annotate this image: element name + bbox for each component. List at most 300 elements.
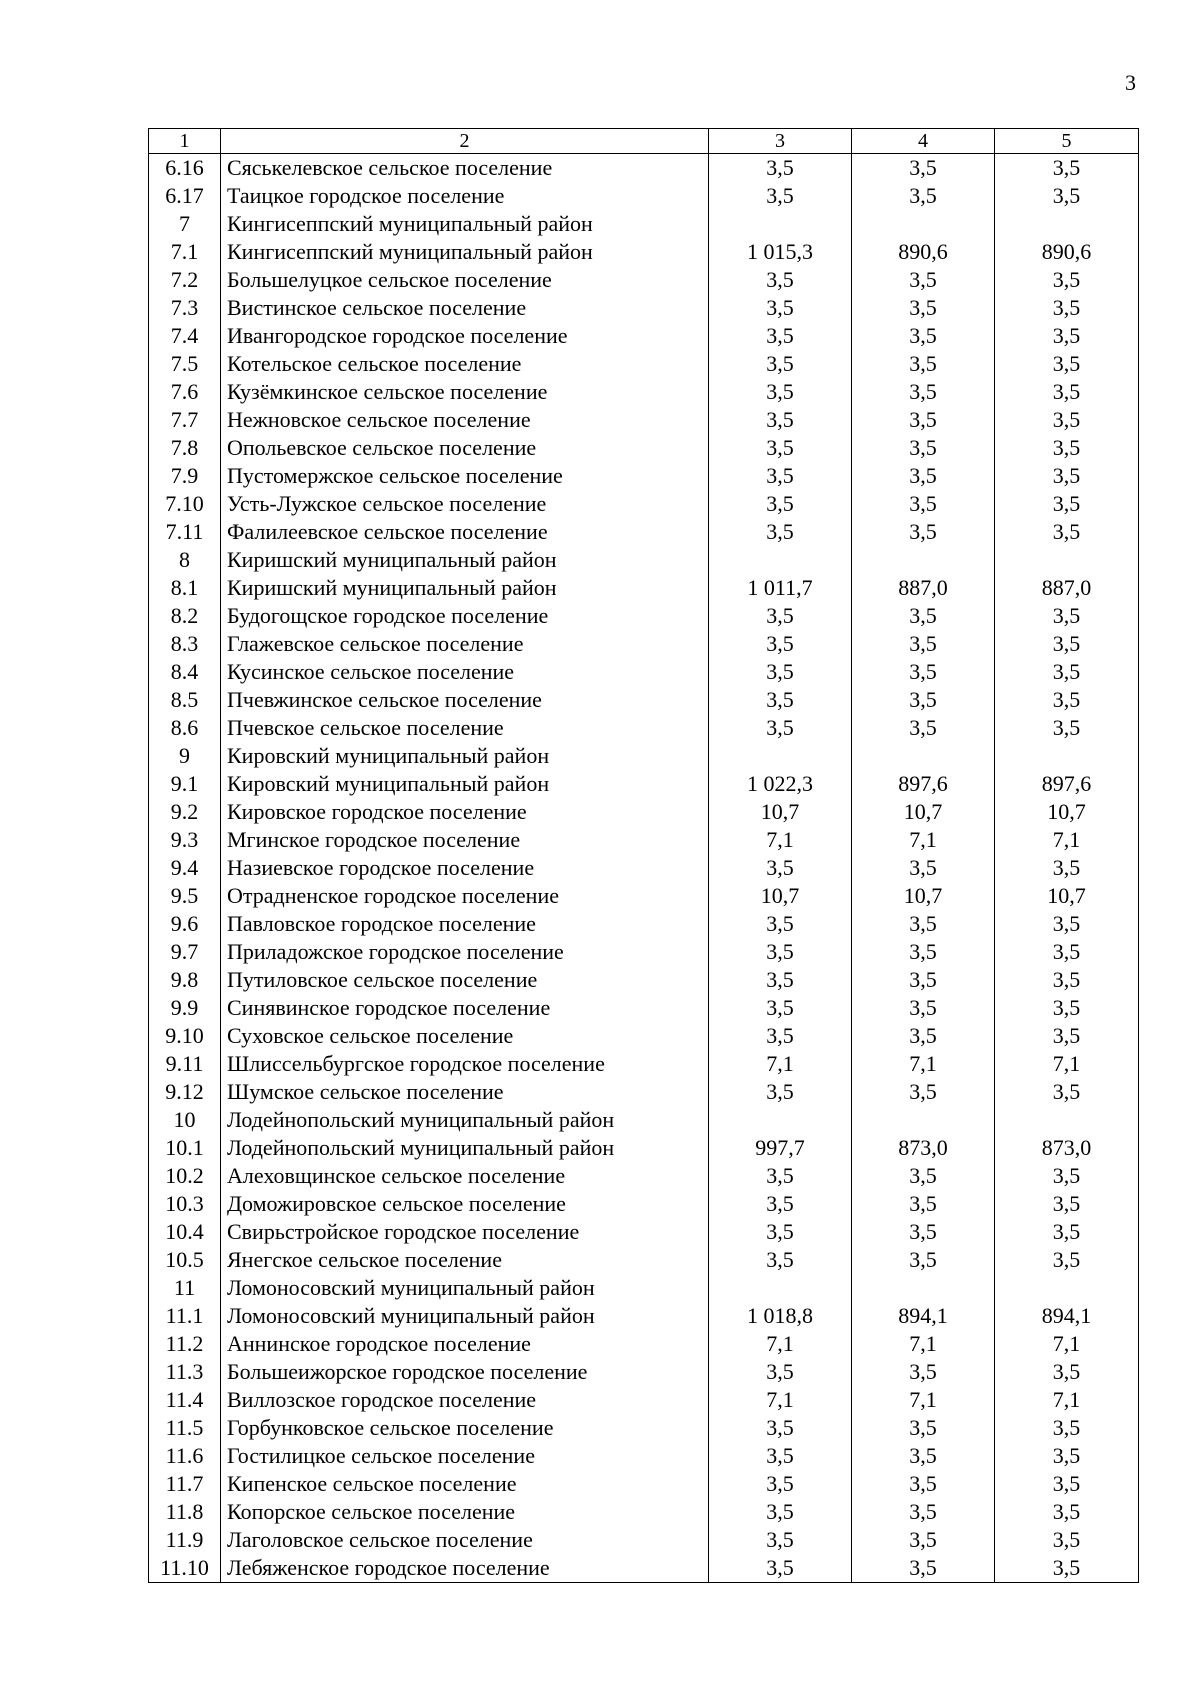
row-number: 9.2 — [149, 798, 221, 826]
row-number: 9.6 — [149, 910, 221, 938]
value-col-3: 3,5 — [709, 630, 852, 658]
value-col-3: 3,5 — [709, 350, 852, 378]
municipality-name: Гостилицкое сельское поселение — [221, 1442, 709, 1470]
municipality-name: Котельское сельское поселение — [221, 350, 709, 378]
value-col-4: 3,5 — [852, 714, 995, 742]
row-number: 8.1 — [149, 574, 221, 602]
table-row — [149, 686, 1139, 714]
column-header-4: 4 — [852, 129, 995, 154]
value-col-4: 873,0 — [852, 1134, 995, 1162]
row-number: 9.7 — [149, 938, 221, 966]
table-row — [149, 1190, 1139, 1218]
value-col-5: 7,1 — [995, 826, 1139, 854]
row-number: 7 — [149, 210, 221, 238]
table-row — [149, 154, 1139, 183]
value-col-3: 3,5 — [709, 1162, 852, 1190]
table-row — [149, 238, 1139, 266]
table-row — [149, 1274, 1139, 1302]
municipality-name: Шлиссельбургское городское поселение — [221, 1050, 709, 1078]
row-number: 11.1 — [149, 1302, 221, 1330]
row-number: 9.5 — [149, 882, 221, 910]
value-col-4: 3,5 — [852, 1414, 995, 1442]
value-col-5 — [995, 742, 1139, 770]
table-row — [149, 966, 1139, 994]
value-col-4: 10,7 — [852, 882, 995, 910]
row-number: 9.10 — [149, 1022, 221, 1050]
row-number: 7.8 — [149, 434, 221, 462]
table-row — [149, 1442, 1139, 1470]
column-header-5: 5 — [995, 129, 1139, 154]
value-col-5: 3,5 — [995, 602, 1139, 630]
value-col-3: 7,1 — [709, 1050, 852, 1078]
row-number: 9.11 — [149, 1050, 221, 1078]
value-col-3: 3,5 — [709, 1526, 852, 1554]
value-col-5: 3,5 — [995, 182, 1139, 210]
table-row — [149, 938, 1139, 966]
municipality-name: Лебяженское городское поселение — [221, 1554, 709, 1583]
municipality-name: Назиевское городское поселение — [221, 854, 709, 882]
value-col-4: 3,5 — [852, 1190, 995, 1218]
municipality-name: Усть-Лужское сельское поселение — [221, 490, 709, 518]
municipality-name: Путиловское сельское поселение — [221, 966, 709, 994]
value-col-5: 890,6 — [995, 238, 1139, 266]
value-col-3 — [709, 1106, 852, 1134]
municipality-name: Виллозское городское поселение — [221, 1386, 709, 1414]
municipality-name: Кингисеппский муниципальный район — [221, 210, 709, 238]
value-col-5: 3,5 — [995, 350, 1139, 378]
value-col-4: 7,1 — [852, 1050, 995, 1078]
value-col-3: 3,5 — [709, 1078, 852, 1106]
value-col-4: 3,5 — [852, 1246, 995, 1274]
value-col-5 — [995, 546, 1139, 574]
value-col-3: 3,5 — [709, 322, 852, 350]
municipality-name: Глажевское сельское поселение — [221, 630, 709, 658]
value-col-4: 3,5 — [852, 518, 995, 546]
row-number: 7.6 — [149, 378, 221, 406]
row-number: 8.3 — [149, 630, 221, 658]
value-col-5: 7,1 — [995, 1386, 1139, 1414]
value-col-3: 1 015,3 — [709, 238, 852, 266]
budget-table — [148, 128, 1139, 1583]
table-row — [149, 910, 1139, 938]
row-number: 7.4 — [149, 322, 221, 350]
value-col-4: 3,5 — [852, 854, 995, 882]
municipality-name: Копорское сельское поселение — [221, 1498, 709, 1526]
value-col-5: 3,5 — [995, 1246, 1139, 1274]
table-row — [149, 658, 1139, 686]
value-col-5: 3,5 — [995, 1498, 1139, 1526]
municipality-name: Павловское городское поселение — [221, 910, 709, 938]
value-col-5: 3,5 — [995, 1358, 1139, 1386]
value-col-5: 3,5 — [995, 1526, 1139, 1554]
row-number: 10.4 — [149, 1218, 221, 1246]
row-number: 6.17 — [149, 182, 221, 210]
municipality-name: Лаголовское сельское поселение — [221, 1526, 709, 1554]
value-col-3 — [709, 1274, 852, 1302]
municipality-name: Мгинское городское поселение — [221, 826, 709, 854]
table-row — [149, 378, 1139, 406]
value-col-5: 3,5 — [995, 378, 1139, 406]
value-col-3: 3,5 — [709, 1498, 852, 1526]
value-col-4: 3,5 — [852, 378, 995, 406]
municipality-name: Янегское сельское поселение — [221, 1246, 709, 1274]
value-col-3: 3,5 — [709, 714, 852, 742]
row-number: 11.8 — [149, 1498, 221, 1526]
row-number: 10 — [149, 1106, 221, 1134]
municipality-name: Ломоносовский муниципальный район — [221, 1302, 709, 1330]
value-col-3: 3,5 — [709, 1218, 852, 1246]
value-col-4: 3,5 — [852, 1498, 995, 1526]
value-col-3: 3,5 — [709, 266, 852, 294]
municipality-name: Отрадненское городское поселение — [221, 882, 709, 910]
table-row — [149, 1470, 1139, 1498]
row-number: 9.9 — [149, 994, 221, 1022]
value-col-4 — [852, 1274, 995, 1302]
value-col-5: 3,5 — [995, 154, 1139, 183]
value-col-3 — [709, 742, 852, 770]
column-header-1: 1 — [149, 129, 221, 154]
value-col-5: 3,5 — [995, 1190, 1139, 1218]
table-row — [149, 182, 1139, 210]
municipality-name: Вистинское сельское поселение — [221, 294, 709, 322]
value-col-4: 3,5 — [852, 322, 995, 350]
value-col-3: 3,5 — [709, 938, 852, 966]
value-col-5: 3,5 — [995, 630, 1139, 658]
table-row — [149, 630, 1139, 658]
value-col-3: 3,5 — [709, 1470, 852, 1498]
row-number: 9.1 — [149, 770, 221, 798]
row-number: 11.10 — [149, 1554, 221, 1583]
value-col-4: 3,5 — [852, 434, 995, 462]
value-col-4: 894,1 — [852, 1302, 995, 1330]
value-col-5: 3,5 — [995, 994, 1139, 1022]
municipality-name: Пчевское сельское поселение — [221, 714, 709, 742]
table-row — [149, 1106, 1139, 1134]
value-col-3: 10,7 — [709, 798, 852, 826]
municipality-name: Сяськелевское сельское поселение — [221, 154, 709, 183]
value-col-3: 3,5 — [709, 406, 852, 434]
table-row — [149, 1022, 1139, 1050]
table-row — [149, 1134, 1139, 1162]
municipality-name: Доможировское сельское поселение — [221, 1190, 709, 1218]
municipality-name: Горбунковское сельское поселение — [221, 1414, 709, 1442]
value-col-5: 3,5 — [995, 1162, 1139, 1190]
municipality-name: Нежновское сельское поселение — [221, 406, 709, 434]
value-col-3: 3,5 — [709, 602, 852, 630]
value-col-3: 1 011,7 — [709, 574, 852, 602]
value-col-4: 3,5 — [852, 686, 995, 714]
value-col-4: 3,5 — [852, 154, 995, 183]
municipality-name: Аннинское городское поселение — [221, 1330, 709, 1358]
value-col-3: 3,5 — [709, 154, 852, 183]
value-col-5: 3,5 — [995, 1218, 1139, 1246]
value-col-5: 3,5 — [995, 322, 1139, 350]
value-col-5: 10,7 — [995, 798, 1139, 826]
value-col-5: 3,5 — [995, 1442, 1139, 1470]
table-row — [149, 574, 1139, 602]
table-row — [149, 854, 1139, 882]
table-row — [149, 462, 1139, 490]
value-col-3: 3,5 — [709, 1022, 852, 1050]
value-col-5: 3,5 — [995, 462, 1139, 490]
municipality-name: Кузёмкинское сельское поселение — [221, 378, 709, 406]
value-col-4 — [852, 546, 995, 574]
row-number: 10.5 — [149, 1246, 221, 1274]
row-number: 8.4 — [149, 658, 221, 686]
row-number: 7.7 — [149, 406, 221, 434]
value-col-3: 3,5 — [709, 490, 852, 518]
value-col-4: 3,5 — [852, 1162, 995, 1190]
row-number: 11.9 — [149, 1526, 221, 1554]
row-number: 9.4 — [149, 854, 221, 882]
table-row — [149, 602, 1139, 630]
table-body — [149, 154, 1139, 1583]
row-number: 11.2 — [149, 1330, 221, 1358]
value-col-3 — [709, 546, 852, 574]
table-row — [149, 210, 1139, 238]
value-col-5: 894,1 — [995, 1302, 1139, 1330]
row-number: 7.1 — [149, 238, 221, 266]
municipality-name: Таицкое городское поселение — [221, 182, 709, 210]
value-col-3: 7,1 — [709, 1386, 852, 1414]
value-col-3: 7,1 — [709, 826, 852, 854]
value-col-4: 3,5 — [852, 1470, 995, 1498]
table-row — [149, 1526, 1139, 1554]
value-col-4: 7,1 — [852, 826, 995, 854]
value-col-5: 3,5 — [995, 1078, 1139, 1106]
row-number: 7.2 — [149, 266, 221, 294]
table-row — [149, 518, 1139, 546]
value-col-4: 3,5 — [852, 1442, 995, 1470]
value-col-3: 3,5 — [709, 966, 852, 994]
value-col-5 — [995, 210, 1139, 238]
table-row — [149, 994, 1139, 1022]
value-col-4: 3,5 — [852, 406, 995, 434]
table-header-row — [149, 129, 1139, 154]
value-col-4: 897,6 — [852, 770, 995, 798]
value-col-4: 3,5 — [852, 462, 995, 490]
row-number: 11.7 — [149, 1470, 221, 1498]
value-col-4: 3,5 — [852, 994, 995, 1022]
value-col-3: 7,1 — [709, 1330, 852, 1358]
table-row — [149, 434, 1139, 462]
value-col-5: 7,1 — [995, 1050, 1139, 1078]
row-number: 11.4 — [149, 1386, 221, 1414]
row-number: 7.9 — [149, 462, 221, 490]
table-row — [149, 1246, 1139, 1274]
municipality-name: Алеховщинское сельское поселение — [221, 1162, 709, 1190]
value-col-5: 3,5 — [995, 910, 1139, 938]
value-col-5: 3,5 — [995, 518, 1139, 546]
value-col-5: 3,5 — [995, 686, 1139, 714]
value-col-5: 3,5 — [995, 1022, 1139, 1050]
municipality-name: Лодейнопольский муниципальный район — [221, 1134, 709, 1162]
row-number: 9.3 — [149, 826, 221, 854]
value-col-3: 3,5 — [709, 1414, 852, 1442]
value-col-4 — [852, 210, 995, 238]
value-col-3: 3,5 — [709, 1442, 852, 1470]
municipality-name: Кировское городское поселение — [221, 798, 709, 826]
municipality-name: Приладожское городское поселение — [221, 938, 709, 966]
row-number: 6.16 — [149, 154, 221, 183]
value-col-4: 3,5 — [852, 350, 995, 378]
value-col-5: 3,5 — [995, 938, 1139, 966]
table-row — [149, 1386, 1139, 1414]
table-row — [149, 322, 1139, 350]
table-row — [149, 1078, 1139, 1106]
value-col-5: 3,5 — [995, 966, 1139, 994]
value-col-3: 3,5 — [709, 1190, 852, 1218]
value-col-3 — [709, 210, 852, 238]
table-row — [149, 770, 1139, 798]
value-col-4: 3,5 — [852, 490, 995, 518]
municipality-name: Киришский муниципальный район — [221, 546, 709, 574]
table-row — [149, 826, 1139, 854]
value-col-4: 3,5 — [852, 1526, 995, 1554]
row-number: 8.6 — [149, 714, 221, 742]
municipality-name: Киришский муниципальный район — [221, 574, 709, 602]
table-row — [149, 1554, 1139, 1583]
table-row — [149, 1498, 1139, 1526]
value-col-5: 7,1 — [995, 1330, 1139, 1358]
table-row — [149, 742, 1139, 770]
value-col-4: 3,5 — [852, 630, 995, 658]
municipality-name: Кировский муниципальный район — [221, 770, 709, 798]
table-row — [149, 1218, 1139, 1246]
value-col-4: 3,5 — [852, 182, 995, 210]
municipality-name: Большеижорское городское поселение — [221, 1358, 709, 1386]
column-header-2: 2 — [221, 129, 709, 154]
column-header-3: 3 — [709, 129, 852, 154]
row-number: 8 — [149, 546, 221, 574]
municipality-name: Лодейнопольский муниципальный район — [221, 1106, 709, 1134]
table-row — [149, 266, 1139, 294]
value-col-5: 3,5 — [995, 1554, 1139, 1583]
table-row — [149, 490, 1139, 518]
municipality-name: Свирьстройское городское поселение — [221, 1218, 709, 1246]
municipality-name: Ломоносовский муниципальный район — [221, 1274, 709, 1302]
municipality-name: Синявинское городское поселение — [221, 994, 709, 1022]
value-col-5: 3,5 — [995, 406, 1139, 434]
value-col-3: 3,5 — [709, 518, 852, 546]
municipality-name: Кировский муниципальный район — [221, 742, 709, 770]
value-col-5: 3,5 — [995, 1414, 1139, 1442]
municipality-name: Фалилеевское сельское поселение — [221, 518, 709, 546]
row-number: 7.5 — [149, 350, 221, 378]
value-col-5: 897,6 — [995, 770, 1139, 798]
value-col-4: 3,5 — [852, 1554, 995, 1583]
value-col-3: 3,5 — [709, 686, 852, 714]
value-col-3: 3,5 — [709, 434, 852, 462]
row-number: 10.3 — [149, 1190, 221, 1218]
value-col-5: 3,5 — [995, 714, 1139, 742]
row-number: 7.10 — [149, 490, 221, 518]
municipality-name: Ивангородское городское поселение — [221, 322, 709, 350]
row-number: 7.3 — [149, 294, 221, 322]
table-row — [149, 1302, 1139, 1330]
row-number: 8.2 — [149, 602, 221, 630]
value-col-5 — [995, 1274, 1139, 1302]
row-number: 9 — [149, 742, 221, 770]
municipality-name: Кусинское сельское поселение — [221, 658, 709, 686]
row-number: 10.2 — [149, 1162, 221, 1190]
table-row — [149, 1050, 1139, 1078]
value-col-4: 7,1 — [852, 1386, 995, 1414]
municipality-name: Опольевское сельское поселение — [221, 434, 709, 462]
value-col-4: 887,0 — [852, 574, 995, 602]
row-number: 9.12 — [149, 1078, 221, 1106]
table-row — [149, 1162, 1139, 1190]
row-number: 11.6 — [149, 1442, 221, 1470]
value-col-3: 3,5 — [709, 994, 852, 1022]
value-col-5: 3,5 — [995, 854, 1139, 882]
value-col-5: 3,5 — [995, 294, 1139, 322]
value-col-3: 3,5 — [709, 1358, 852, 1386]
value-col-5: 873,0 — [995, 1134, 1139, 1162]
value-col-4: 10,7 — [852, 798, 995, 826]
value-col-3: 3,5 — [709, 854, 852, 882]
value-col-3: 3,5 — [709, 378, 852, 406]
value-col-4: 3,5 — [852, 658, 995, 686]
value-col-5: 3,5 — [995, 658, 1139, 686]
value-col-3: 3,5 — [709, 182, 852, 210]
value-col-4: 3,5 — [852, 1078, 995, 1106]
row-number: 10.1 — [149, 1134, 221, 1162]
table-row — [149, 714, 1139, 742]
table-row — [149, 1358, 1139, 1386]
table-row — [149, 798, 1139, 826]
value-col-3: 3,5 — [709, 1554, 852, 1583]
value-col-4: 3,5 — [852, 266, 995, 294]
municipality-name: Пчевжинское сельское поселение — [221, 686, 709, 714]
municipality-name: Будогощское городское поселение — [221, 602, 709, 630]
value-col-4: 3,5 — [852, 1218, 995, 1246]
value-col-5: 10,7 — [995, 882, 1139, 910]
value-col-5: 3,5 — [995, 1470, 1139, 1498]
value-col-3: 3,5 — [709, 294, 852, 322]
municipality-name: Суховское сельское поселение — [221, 1022, 709, 1050]
value-col-4: 7,1 — [852, 1330, 995, 1358]
municipality-name: Большелуцкое сельское поселение — [221, 266, 709, 294]
value-col-4: 3,5 — [852, 1022, 995, 1050]
value-col-3: 1 022,3 — [709, 770, 852, 798]
value-col-4: 3,5 — [852, 294, 995, 322]
table-row — [149, 1414, 1139, 1442]
row-number: 11.5 — [149, 1414, 221, 1442]
value-col-5: 3,5 — [995, 434, 1139, 462]
value-col-3: 10,7 — [709, 882, 852, 910]
municipality-name: Шумское сельское поселение — [221, 1078, 709, 1106]
table-row — [149, 350, 1139, 378]
value-col-3: 3,5 — [709, 1246, 852, 1274]
row-number: 9.8 — [149, 966, 221, 994]
value-col-4: 890,6 — [852, 238, 995, 266]
value-col-4: 3,5 — [852, 966, 995, 994]
page-number: 3 — [1125, 70, 1136, 95]
value-col-3: 1 018,8 — [709, 1302, 852, 1330]
row-number: 7.11 — [149, 518, 221, 546]
value-col-4 — [852, 1106, 995, 1134]
municipality-name: Кингисеппский муниципальный район — [221, 238, 709, 266]
value-col-4 — [852, 742, 995, 770]
value-col-3: 997,7 — [709, 1134, 852, 1162]
value-col-3: 3,5 — [709, 910, 852, 938]
row-number: 11.3 — [149, 1358, 221, 1386]
value-col-5: 3,5 — [995, 266, 1139, 294]
value-col-3: 3,5 — [709, 462, 852, 490]
value-col-4: 3,5 — [852, 602, 995, 630]
value-col-5: 887,0 — [995, 574, 1139, 602]
